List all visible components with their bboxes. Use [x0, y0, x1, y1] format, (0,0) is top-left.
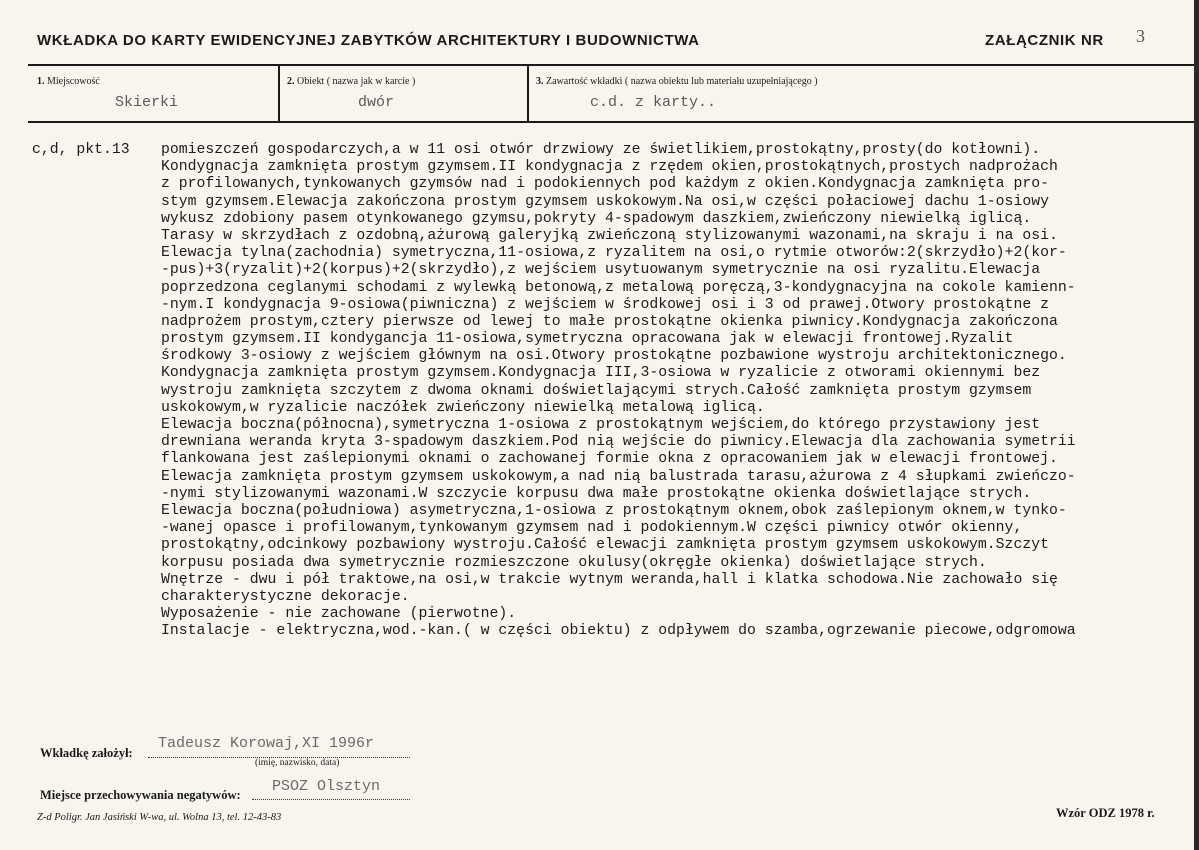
field-label-contents: 3. Zawartość wkładki ( nazwa obiektu lub materiału uzupełniającego ) — [536, 76, 818, 87]
author-label: Wkładkę założył: — [40, 746, 133, 760]
text-line: c,d, pkt.13 pomieszczeń gospodarczych,a w 11 osi otwór drzwiowy ze świetlikiem,prostokątny,prosty(do kotłowni). — [32, 142, 1041, 158]
text-line: Instalacje - elektryczna,wod.-kan.( w części obiektu) z odpływem do szamba,ogrzewanie piecowe,odgromowa — [161, 623, 1076, 640]
text-line: środkowy 3-osiowy z wejściem głównym na osi.Otwory prostokątne pozbawione wystroju architektonicznego. — [161, 348, 1067, 365]
field-label-object: 2. Obiekt ( nazwa jak w karcie ) — [287, 76, 416, 87]
text-line: flankowana jest zaślepionymi oknami o zachowanej formie okna z opracowaniem jak w elewacji frontowej. — [161, 451, 1058, 468]
annex-number: 3 — [1136, 26, 1145, 46]
text-line: wykusz zdobiony pasem otynkowanego gzymsu,pokryty 4-spadowym daszkiem,zwieńczony niewielką iglicą. — [161, 210, 1032, 227]
field-value-locality: Skierki — [115, 94, 179, 111]
text-line: wystroju zamknięta szczytem z dwoma oknami doświetlającymi strych.Całość zamknięta prostym gzymsem — [161, 382, 1032, 399]
divider — [278, 64, 280, 122]
text-line: Kondygnacja zamknięta prostym gzymsem.Kondygnacja III,3-osiowa w ryzalicie z otworami okiennymi bez — [161, 365, 1041, 382]
field-label-locality: 1. Miejscowość — [37, 76, 100, 87]
page-title: WKŁADKA DO KARTY EWIDENCYJNEJ ZABYTKÓW ARCHITEKTURY I BUDOWNICTWA — [37, 32, 700, 49]
negatives-value: PSOZ Olsztyn — [272, 778, 381, 795]
author-value: Tadeusz Korowaj,XI 1996r — [158, 735, 375, 752]
text-line: Kondygnacja zamknięta prostym gzymsem.II kondygnacja z rzędem okien,prostokątnych,prostych nadprożach — [161, 159, 1058, 176]
text-line: drewniana weranda kryta 3-spadowym daszkiem.Pod nią wejście do piwnicy.Elewacja dla zachowania symetrii — [161, 434, 1076, 451]
form-code: Wzór ODZ 1978 r. — [1056, 806, 1155, 820]
text-line: Elewacja boczna(południowa) asymetryczna,1-osiowa z prostokątnym oknem,obok zaślepionym oknem,w tynko- — [161, 502, 1067, 519]
text-line: prostokątny,odcinkowy pozbawiony wystroju.Całość elewacji zamknięta prostym gzymsem uskokowym.Szczyt — [161, 537, 1049, 554]
text-line: poprzedzona ceglanymi schodami z wylewką betonową,z metalową poręczą,3-kondygnacyjna na cokole kamienn- — [161, 279, 1076, 296]
text-line: charakterystyczne dekoracje. — [161, 588, 410, 605]
text-line: nadprożem prostym,cztery pierwsze od lewej to małe prostokątne okienka piwnicy.Kondygnacja zakończona — [161, 313, 1058, 330]
divider — [527, 64, 529, 122]
negatives-line — [252, 799, 410, 800]
annex-label: ZAŁĄCZNIK NR — [985, 32, 1104, 49]
field-value-contents: c.d. z karty.. — [590, 94, 717, 111]
author-caption: (imię, nazwisko, data) — [255, 758, 340, 768]
text-line: Elewacja tylna(zachodnia) symetryczna,11-osiowa,z ryzalitem na osi,o rytmie otworów:2(skrzydło)+2(kor- — [161, 245, 1067, 262]
text-line: Elewacja boczna(północna),symetryczna 1-osiowa z prostokątnym wejściem,do którego przystawiony jest — [161, 417, 1041, 433]
text-line: stym gzymsem.Elewacja zakończona prostym gzymsem uskokowym.Na osi,w części połaciowej dachu 1-osiowy — [161, 193, 1049, 210]
text-line: -pus)+3(ryzalit)+2(korpus)+2(skrzydło),z wejściem usytuowanym symetrycznie na osi ryzalitu.Elewacja — [161, 262, 1041, 279]
text-line: uskokowym,w ryzalicie naczółek zwieńczony niewielką metalową iglicą. — [161, 399, 765, 416]
text-line: -nym.I kondygnacja 9-osiowa(piwniczna) z wejściem w środkowej osi i 3 od prawej.Otwory prostokątne z — [161, 296, 1049, 313]
divider — [28, 121, 1199, 123]
page-edge — [1194, 0, 1199, 850]
text-line: Wnętrze - dwu i pół traktowe,na osi,w trakcie wytnym weranda,hall i klatka schodowa.Nie zachowało się — [161, 571, 1058, 588]
text-line: Tarasy w skrzydłach z ozdobną,ażurową galeryjką zwieńczoną stylizowanymi wazonami,na skraju i na osi. — [161, 227, 1058, 244]
text-line: korpusu posiada dwa symetrycznie rozmieszczone okulusy(okręgłe okienka) doświetlające strych. — [161, 554, 987, 571]
text-line: Wyposażenie - nie zachowane (pierwotne). — [161, 606, 517, 623]
field-value-object: dwór — [358, 94, 395, 111]
text-line: prostym gzymsem.II kondygancja 11-osiowa,symetryczna opracowana jak w elewacji frontowej.Ryzalit — [161, 331, 1014, 348]
text-line: Elewacja zamknięta prostym gzymsem uskokowym,a nad nią balustrada tarasu,ażurowa z 4 słupkami zwieńczo- — [161, 468, 1076, 485]
divider — [28, 64, 1199, 66]
text-line: z profilowanych,tynkowanych gzymsów nad i podokiennych pod każdym z okien.Kondygnacja zamknięta pro- — [161, 176, 1049, 193]
text-line: -nymi stylizowanymi wazonami.W szczycie korpusu dwa małe prostokątne okienka doświetlające strych. — [161, 485, 1032, 502]
negatives-label: Miejsce przechowywania negatywów: — [40, 788, 241, 802]
section-label: c,d, pkt.13 — [32, 142, 130, 158]
printer-imprint: Z-d Poligr. Jan Jasiński W-wa, ul. Wolna 13, tel. 12-43-83 — [37, 812, 282, 823]
typed-description — [0, 142, 1199, 640]
text-line: -wanej opasce i profilowanym,tynkowanym gzymsem nad i podokiennym.W części piwnicy otwór okienny, — [161, 520, 1023, 537]
